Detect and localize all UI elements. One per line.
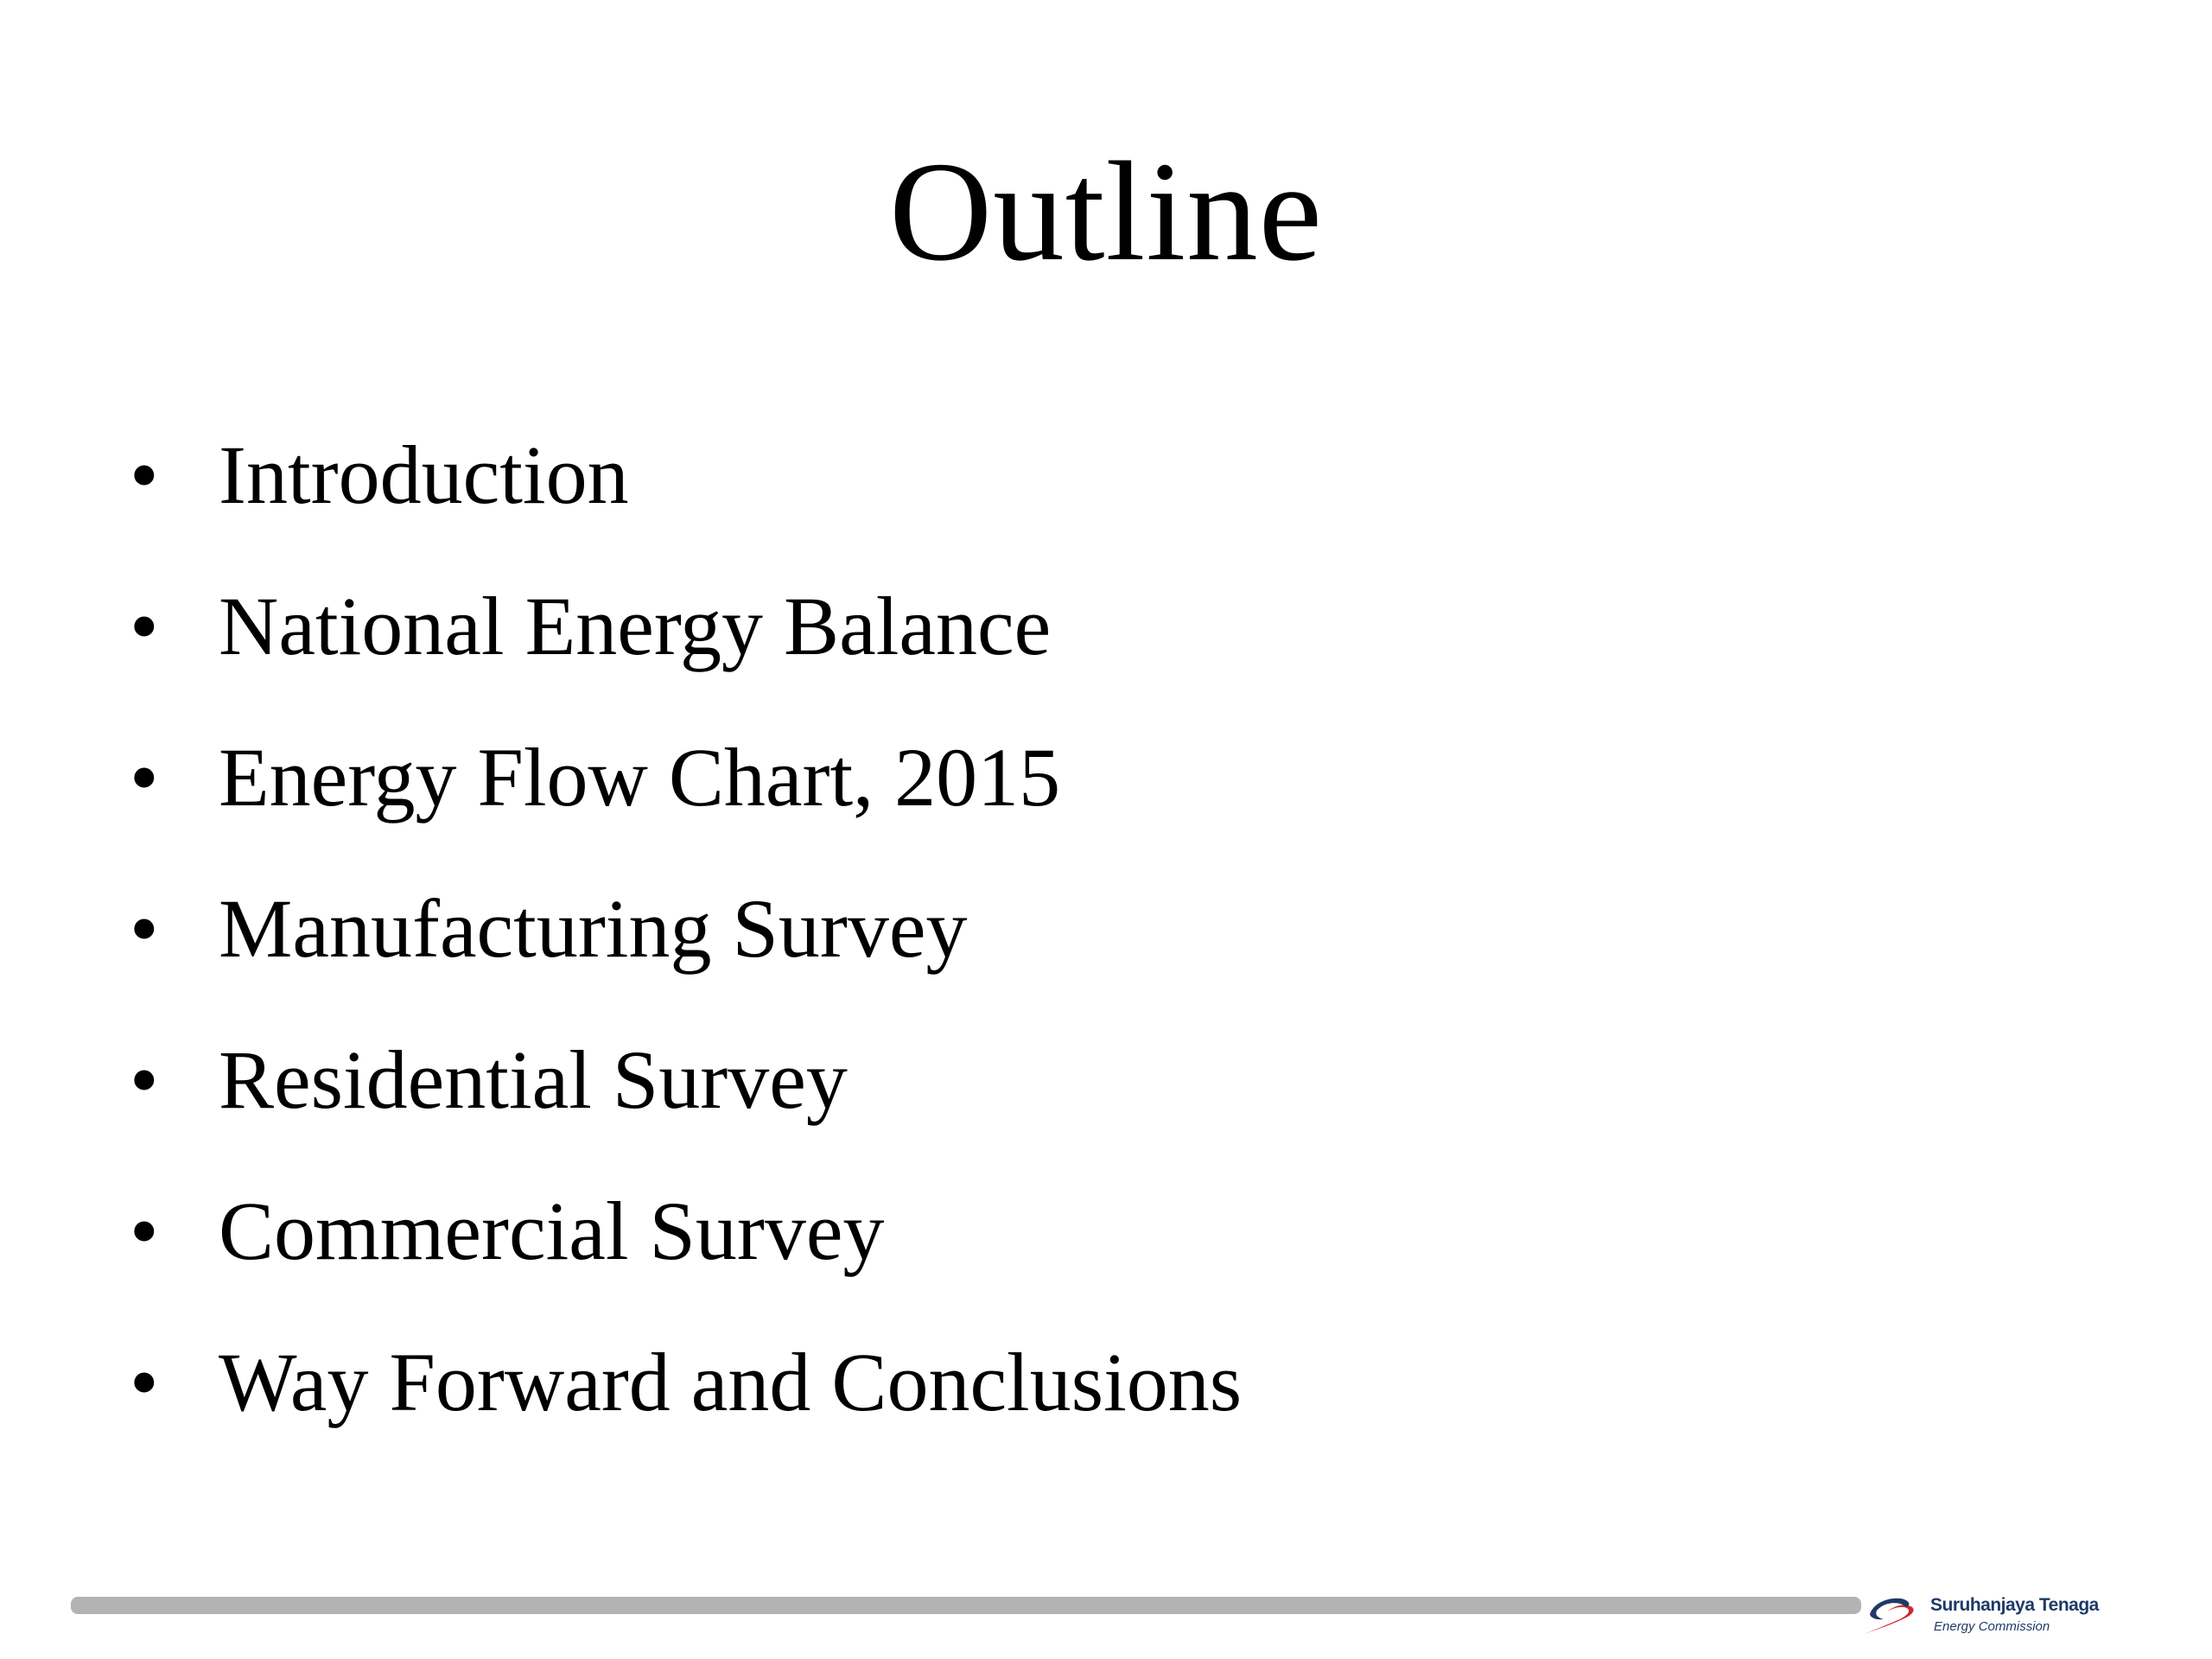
bullet-icon: • (130, 1336, 159, 1428)
list-item-label: Manufacturing Survey (219, 882, 968, 975)
footer-divider-bar (71, 1597, 1861, 1614)
list-item-label: National Energy Balance (219, 580, 1052, 672)
logo-subtitle: Energy Commission (1934, 1619, 2050, 1634)
logo-name: Suruhanjaya Tenaga (1930, 1595, 2099, 1615)
bullet-icon: • (130, 1185, 159, 1277)
list-item-label: Commercial Survey (219, 1185, 885, 1277)
bullet-icon: • (130, 1033, 159, 1126)
list-item-label: Introduction (219, 429, 629, 521)
bullet-icon: • (130, 731, 159, 823)
list-item-label: Energy Flow Chart, 2015 (219, 731, 1061, 823)
bullet-icon: • (130, 580, 159, 672)
slide-title: Outline (889, 132, 1323, 290)
energy-commission-logo (1858, 1588, 2203, 1649)
bullet-icon: • (130, 882, 159, 975)
list-item-label: Way Forward and Conclusions (219, 1336, 1243, 1428)
bullet-icon: • (130, 429, 159, 521)
logo-swoosh-icon (1858, 1588, 1927, 1649)
list-item-label: Residential Survey (219, 1033, 848, 1126)
